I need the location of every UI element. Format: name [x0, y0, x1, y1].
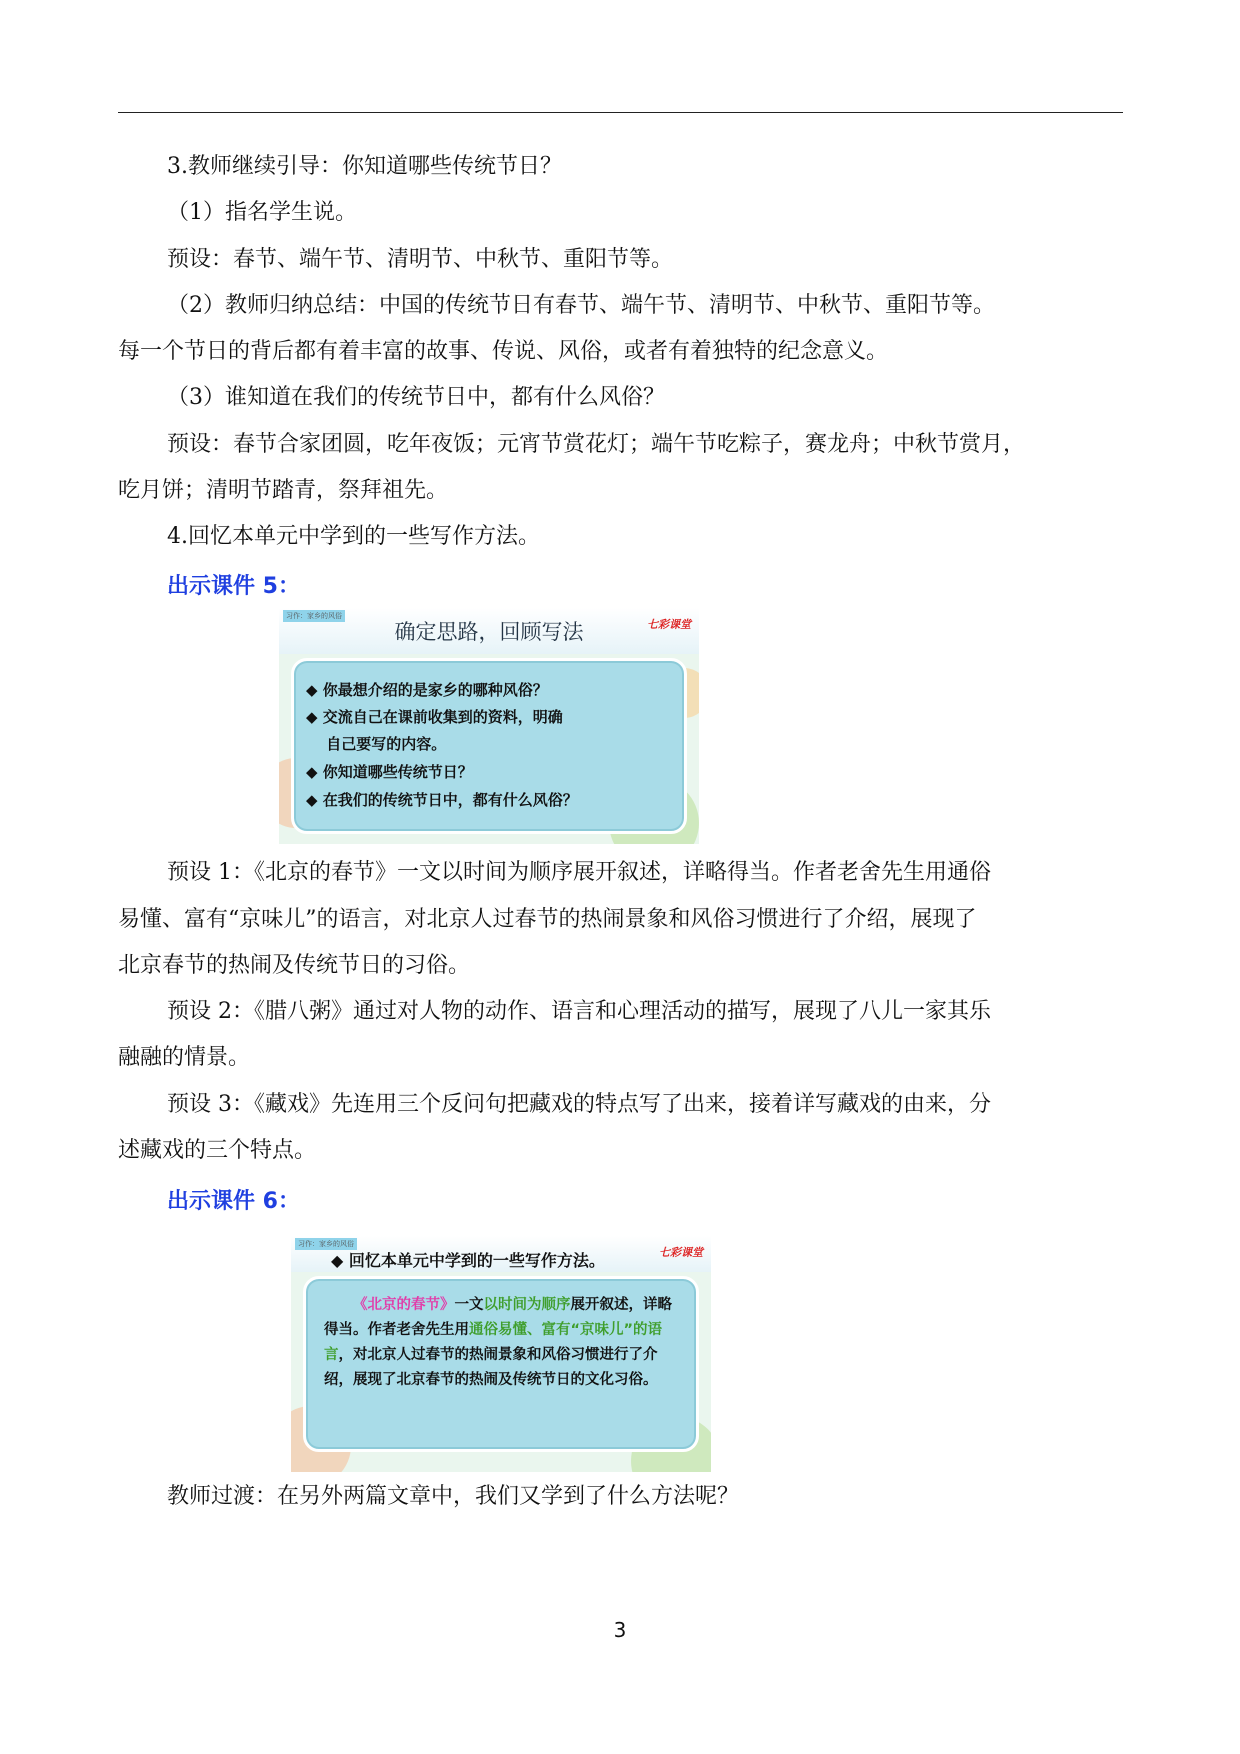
paragraph: 易懂、富有“京味儿”的语言，对北京人过春节的热闹景象和风俗习惯进行了介绍，展现了	[118, 907, 977, 932]
paragraph: 述藏戏的三个特点。	[118, 1138, 317, 1163]
slide-text-segment: 通俗易懂、富有“京味儿”的语言	[324, 1322, 663, 1363]
slide-text-segment: 以时间为顺序	[483, 1297, 571, 1313]
slide-logo: 七彩课堂	[647, 618, 691, 631]
paragraph: 预设：春节、端午节、清明节、中秋节、重阳节等。	[167, 247, 674, 272]
courseware-label-6: 出示课件 6：	[167, 1189, 300, 1214]
slide-bullet: ◆ 在我们的传统节日中，都有什么风俗？	[306, 791, 578, 809]
paragraph: （2）教师归纳总结：中国的传统节日有春节、端午节、清明节、中秋节、重阳节等。	[167, 293, 995, 318]
paragraph: 吃月饼；清明节踏青，祭拜祖先。	[118, 478, 449, 503]
paragraph: 每一个节日的背后都有着丰富的故事、传说、风俗，或者有着独特的纪念意义。	[118, 339, 889, 364]
paragraph: 预设 2：《腊八粥》通过对人物的动作、语言和心理活动的描写，展现了八儿一家其乐	[167, 999, 991, 1024]
paragraph: 教师过渡：在另外两篇文章中，我们又学到了什么方法呢？	[167, 1484, 740, 1509]
slide-bullet: 自己要写的内容。	[306, 735, 447, 753]
slide-tag: 习作：家乡的风俗	[283, 610, 345, 622]
slide-text-segment: ，对北京人过春节的热闹景象和风俗习惯进行了介绍，展现了北京春节的热闹及传统节日的文化习俗。	[324, 1347, 658, 1388]
slide-bullet: ◆ 你知道哪些传统节日？	[306, 763, 473, 781]
slide-logo: 七彩课堂	[659, 1246, 703, 1259]
paragraph: 预设：春节合家团圆，吃年夜饭；元宵节赏花灯；端午节吃粽子，赛龙舟；中秋节赏月，	[167, 432, 1026, 457]
slide-bullet: ◆ 你最想介绍的是家乡的哪种风俗？	[306, 681, 548, 699]
paragraph: 3.教师继续引导：你知道哪些传统节日？	[167, 154, 562, 179]
slide-body-text	[324, 1293, 674, 1393]
slide-panel	[291, 658, 687, 834]
slide-title: 确定思路，回顾写法	[394, 620, 584, 644]
slide-text-segment: 《北京的春节》	[353, 1297, 455, 1313]
paragraph: 预设 3：《藏戏》先连用三个反问句把藏戏的特点写了出来，接着详写藏戏的由来，分	[167, 1092, 991, 1117]
paragraph: （1）指名学生说。	[167, 200, 357, 225]
paragraph: 4.回忆本单元中学到的一些写作方法。	[167, 524, 540, 549]
slide-image-5	[279, 608, 699, 844]
header-rule	[118, 112, 1123, 113]
page-number: 3	[613, 1618, 627, 1642]
courseware-label-5: 出示课件 5：	[167, 574, 300, 599]
slide-panel	[303, 1276, 699, 1452]
slide-text-segment: 展开叙述，详略得当。作者老舍先生用	[324, 1297, 672, 1338]
slide-tag: 习作：家乡的风俗	[295, 1238, 357, 1250]
paragraph: （3）谁知道在我们的传统节日中，都有什么风俗？	[167, 385, 665, 410]
paragraph: 北京春节的热闹及传统节日的习俗。	[118, 953, 471, 978]
paragraph: 融融的情景。	[118, 1045, 251, 1070]
slide-text-segment: 一文	[454, 1297, 484, 1313]
slide-image-6	[291, 1236, 711, 1472]
slide-bullet: ◆ 交流自己在课前收集到的资料，明确	[306, 708, 563, 726]
slide-heading: ◆ 回忆本单元中学到的一些写作方法。	[331, 1251, 605, 1270]
paragraph: 预设 1：《北京的春节》一文以时间为顺序展开叙述，详略得当。作者老舍先生用通俗	[167, 860, 991, 885]
